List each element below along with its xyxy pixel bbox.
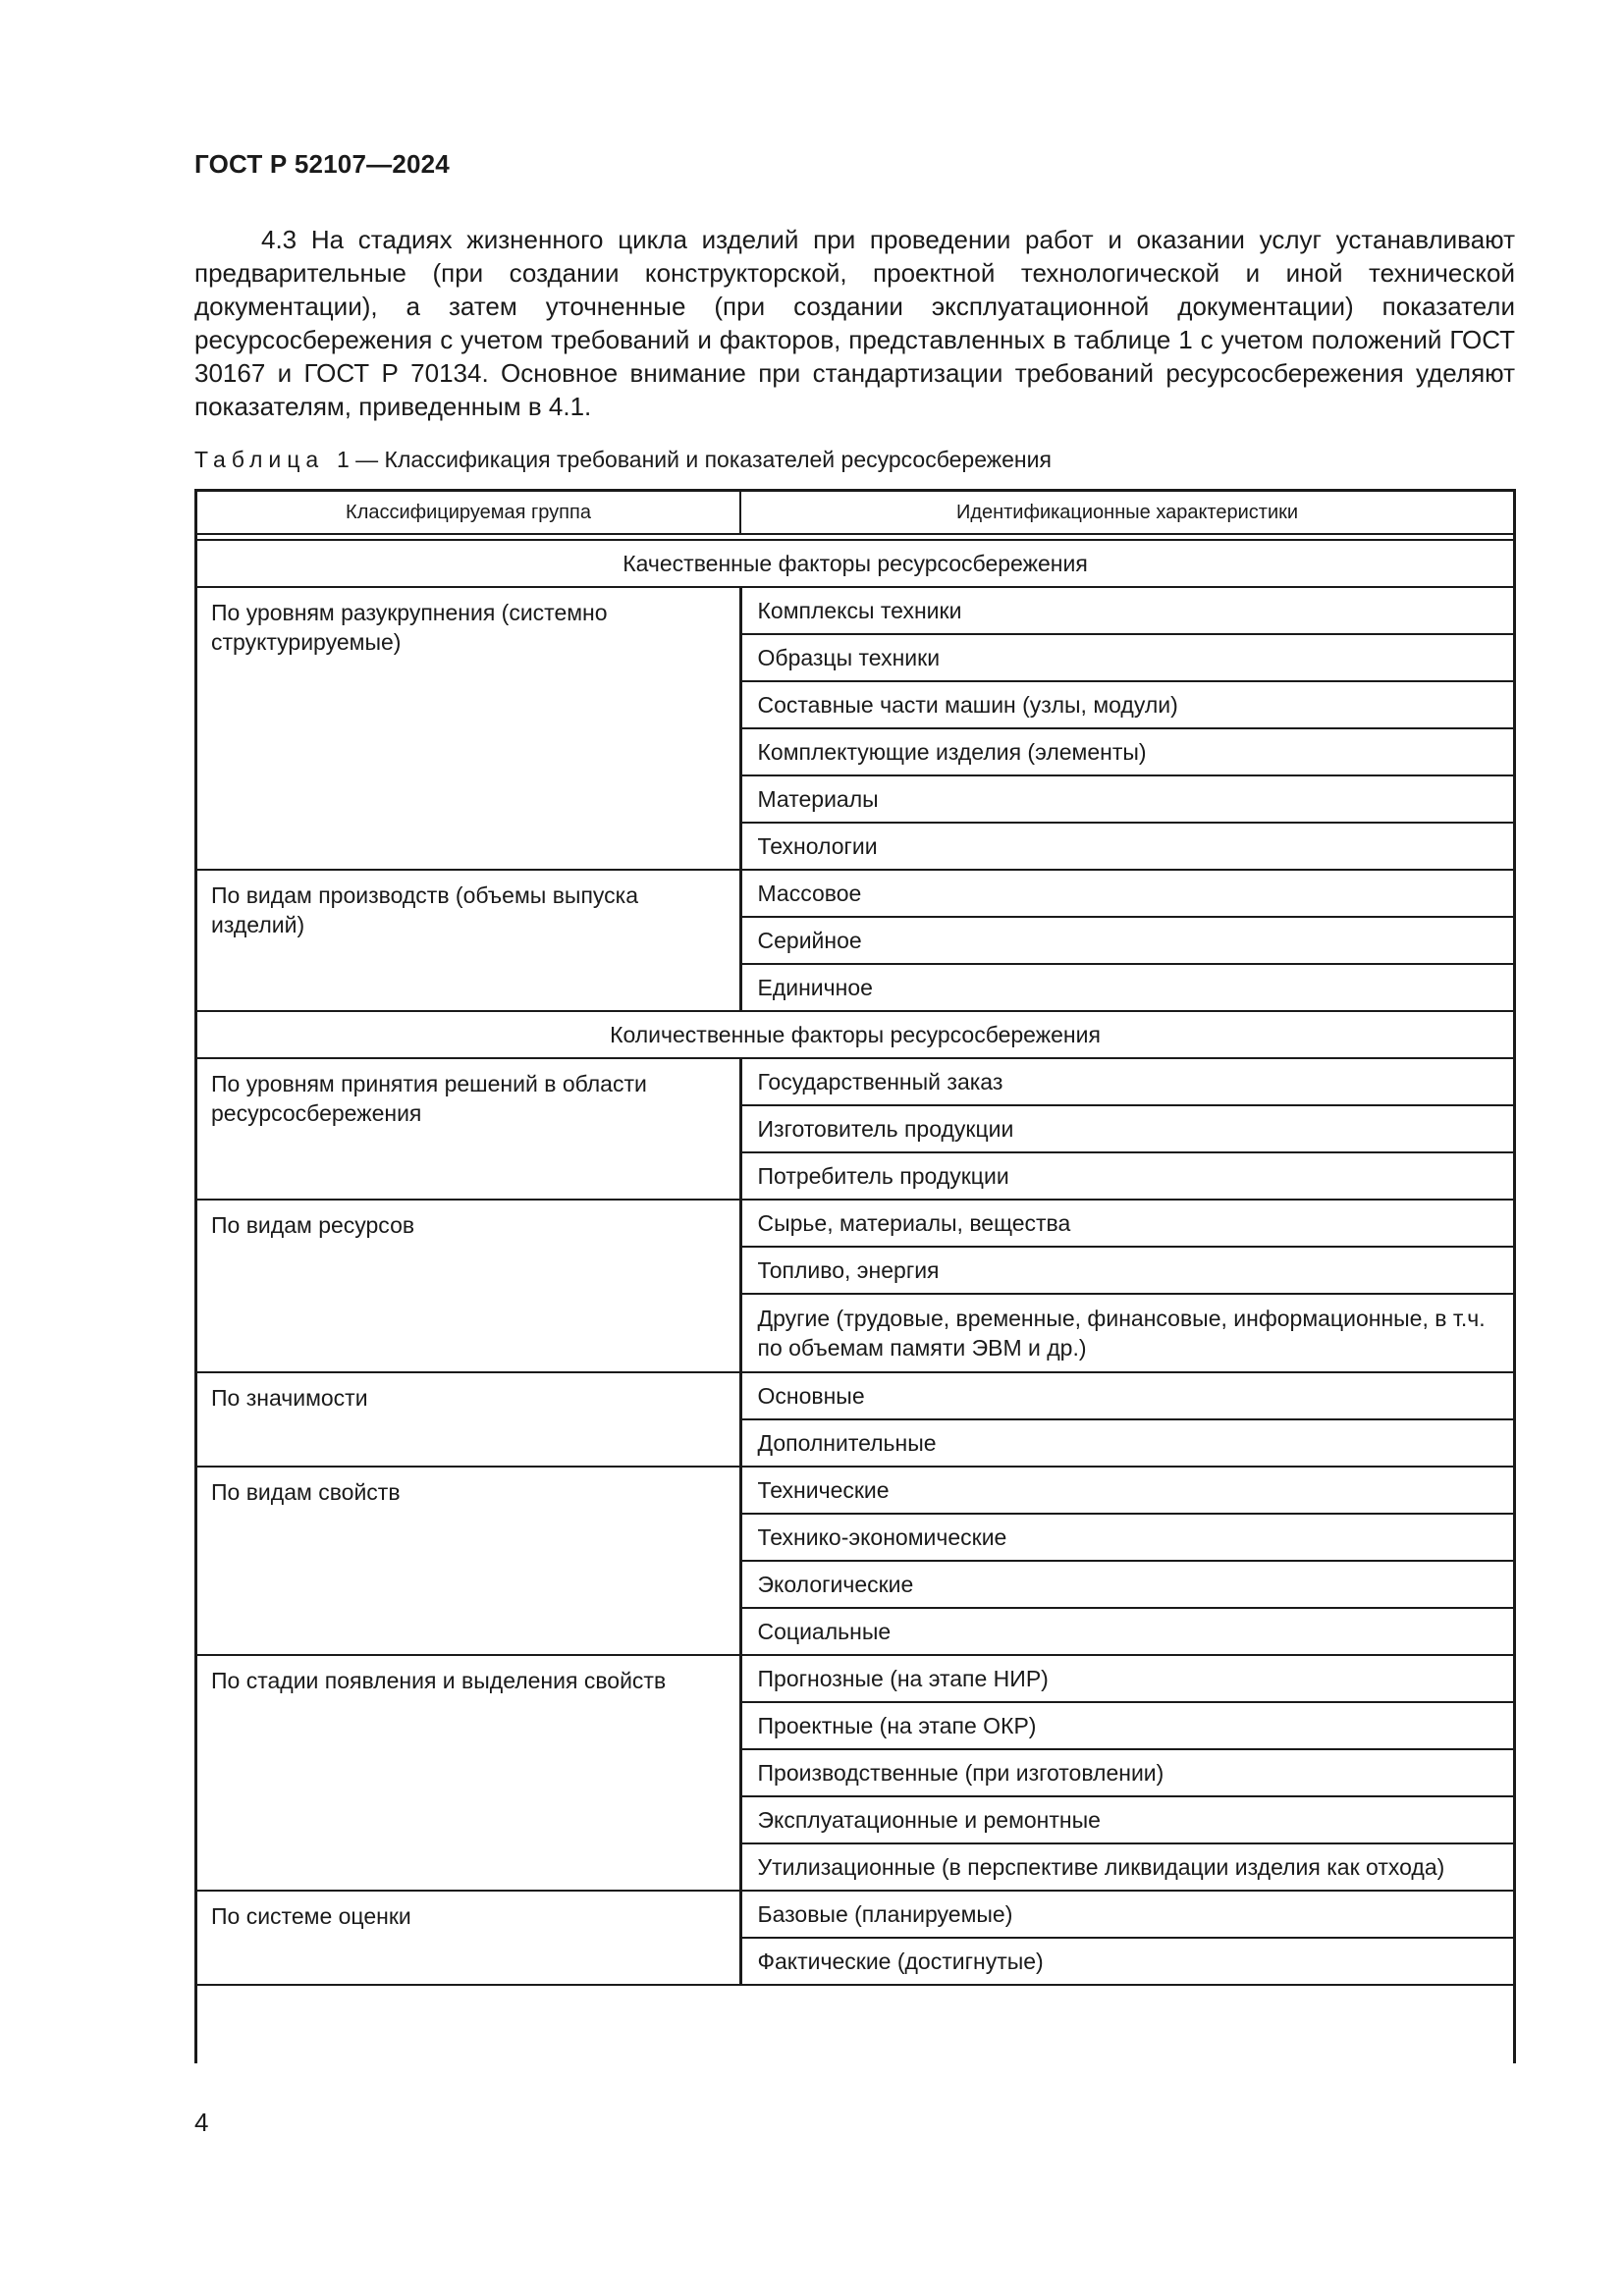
table-row	[197, 870, 1513, 917]
characteristic-cell: Топливо, энергия	[740, 1247, 1513, 1294]
characteristic-cell: Государственный заказ	[740, 1058, 1513, 1105]
table-caption	[194, 447, 1052, 473]
section-row	[197, 540, 1513, 587]
characteristic-cell: Массовое	[740, 870, 1513, 917]
table-row	[197, 1655, 1513, 1702]
characteristic-cell: Экологические	[740, 1561, 1513, 1608]
characteristic-cell: Эксплуатационные и ремонтные	[740, 1796, 1513, 1843]
table-row	[197, 1058, 1513, 1105]
group-cell: По видам производств (объемы выпуска изделий)	[197, 870, 740, 1011]
table-header-row	[197, 492, 1513, 534]
characteristic-cell: Проектные (на этапе ОКР)	[740, 1702, 1513, 1749]
characteristic-cell: Другие (трудовые, временные, финансовые, информационные, в т.ч. по объемам памяти ЭВМ и др.)	[740, 1294, 1513, 1372]
characteristic-cell: Образцы техники	[740, 634, 1513, 681]
characteristic-cell: Фактические (достигнутые)	[740, 1938, 1513, 1985]
characteristic-cell: Серийное	[740, 917, 1513, 964]
characteristic-cell: Основные	[740, 1372, 1513, 1419]
classification-table	[197, 492, 1513, 1986]
header-characteristics-column: Идентификационные характеристики	[740, 492, 1513, 534]
characteristic-cell: Комплексы техники	[740, 587, 1513, 634]
table-caption-label: Таблица	[194, 447, 325, 472]
section-title: Количественные факторы ресурсосбережения	[197, 1011, 1513, 1058]
characteristic-cell: Потребитель продукции	[740, 1152, 1513, 1200]
characteristic-cell: Технические	[740, 1467, 1513, 1514]
clause-text: 4.3 На стадиях жизненного цикла изделий при проведении работ и оказании услуг устанавливают предварительные (при создании конструкторской, проектной технологической и иной технической документации), а затем уточненные (при создании эксплуатационной документации) показатели ресурсосбережения с учетом требований и факторов, представленных в таблице 1 с учетом положений ГОСТ 30167 и ГОСТ Р 70134. Основное внимание при стандартизации требований ресурсосбережения уделяют показателям, приведенным в 4.1.	[194, 225, 1515, 421]
section-title: Качественные факторы ресурсосбережения	[197, 540, 1513, 587]
table-caption-text: 1 — Классификация требований и показателей ресурсосбережения	[336, 447, 1052, 472]
header-group-column: Классифицируемая группа	[197, 492, 740, 534]
characteristic-cell: Единичное	[740, 964, 1513, 1011]
characteristic-cell: Базовые (планируемые)	[740, 1891, 1513, 1938]
table-body	[197, 534, 1513, 1985]
characteristic-cell: Изготовитель продукции	[740, 1105, 1513, 1152]
table-row	[197, 1891, 1513, 1938]
group-cell: По стадии появления и выделения свойств	[197, 1655, 740, 1891]
group-cell: По значимости	[197, 1372, 740, 1467]
characteristic-cell: Сырье, материалы, вещества	[740, 1200, 1513, 1247]
table-row	[197, 1200, 1513, 1247]
characteristic-cell: Социальные	[740, 1608, 1513, 1655]
characteristic-cell: Материалы	[740, 775, 1513, 823]
group-cell: По уровням принятия решений в области ресурсосбережения	[197, 1058, 740, 1200]
table-row	[197, 587, 1513, 634]
characteristic-cell: Дополнительные	[740, 1419, 1513, 1467]
group-cell: По видам свойств	[197, 1467, 740, 1655]
characteristic-cell: Технико-экономические	[740, 1514, 1513, 1561]
characteristic-cell: Производственные (при изготовлении)	[740, 1749, 1513, 1796]
clause-4-3-paragraph	[194, 223, 1515, 423]
classification-table-frame	[194, 489, 1516, 2063]
characteristic-cell: Технологии	[740, 823, 1513, 870]
characteristic-cell: Составные части машин (узлы, модули)	[740, 681, 1513, 728]
group-cell: По системе оценки	[197, 1891, 740, 1985]
document-header: ГОСТ Р 52107—2024	[194, 149, 450, 179]
table-row	[197, 1372, 1513, 1419]
characteristic-cell: Утилизационные (в перспективе ликвидации изделия как отхода)	[740, 1843, 1513, 1891]
table-row	[197, 1467, 1513, 1514]
section-row	[197, 1011, 1513, 1058]
group-cell: По видам ресурсов	[197, 1200, 740, 1372]
characteristic-cell: Комплектующие изделия (элементы)	[740, 728, 1513, 775]
characteristic-cell: Прогнозные (на этапе НИР)	[740, 1655, 1513, 1702]
page-number: 4	[194, 2108, 209, 2137]
group-cell: По уровням разукрупнения (системно структурируемые)	[197, 587, 740, 870]
